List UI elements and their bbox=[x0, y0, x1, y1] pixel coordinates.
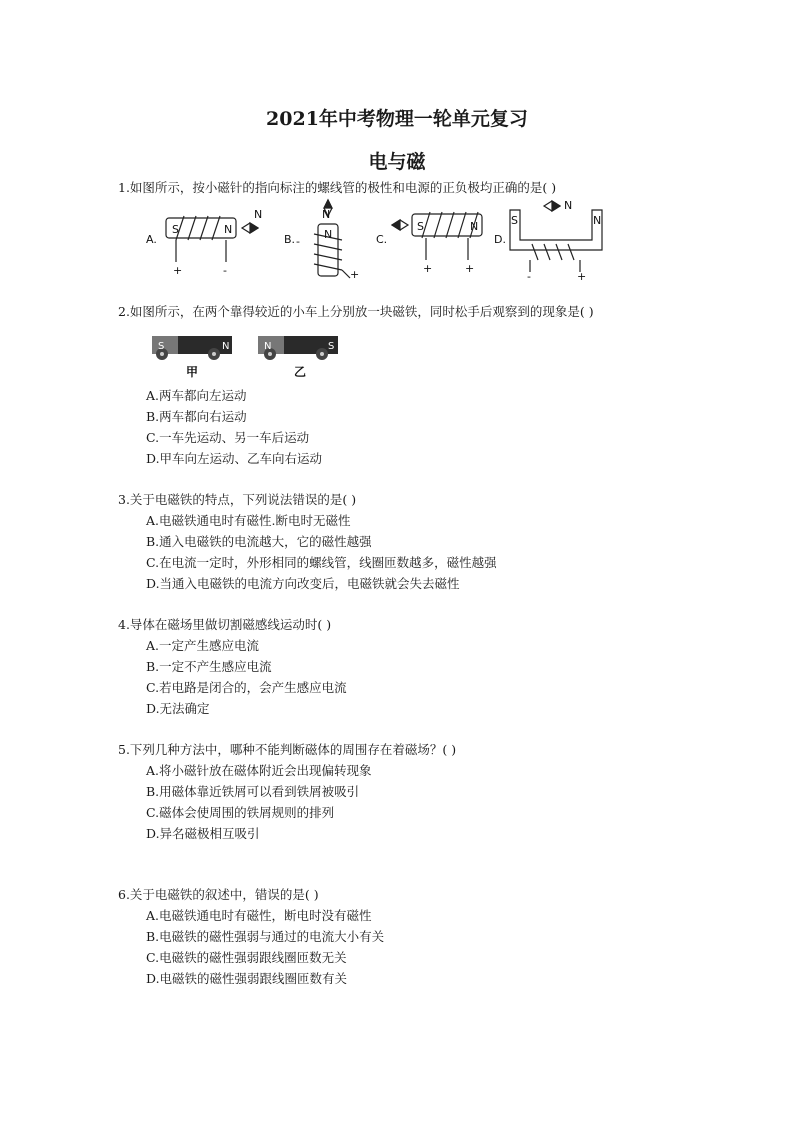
question-5-stem: 5.下列几种方法中，哪种不能判断磁体的周围存在着磁场？( ) bbox=[118, 742, 457, 757]
page-title: 2021年中考物理一轮单元复习 bbox=[266, 108, 528, 130]
question-6-option-c: C.电磁铁的磁性强弱跟线圈匝数无关 bbox=[146, 950, 347, 965]
question-1-stem: 1.如图所示，按小磁针的指向标注的螺线管的极性和电源的正负极均正确的是( ) bbox=[118, 180, 557, 195]
question-4-stem: 4.导体在磁场里做切割磁感线运动时( ) bbox=[118, 617, 332, 632]
question-3-option-c: C.在电流一定时，外形相同的螺线管，线圈匝数越多，磁性越强 bbox=[146, 555, 497, 570]
question-6-option-a: A.电磁铁通电时有磁性，断电时没有磁性 bbox=[146, 908, 372, 923]
figure-a-compass bbox=[242, 223, 258, 233]
figure-d-label: D. bbox=[494, 233, 506, 246]
figure-a-right-terminal: - bbox=[223, 264, 227, 277]
figure-b-top-pole: N bbox=[324, 228, 333, 241]
figure-d-compass bbox=[544, 201, 560, 211]
figure-d-compass-pole: N bbox=[564, 199, 573, 212]
question-3-stem: 3.关于电磁铁的特点，下列说法错误的是( ) bbox=[118, 492, 357, 507]
figure-b-compass-pole: N bbox=[322, 208, 331, 221]
figure-a-label: A. bbox=[146, 233, 157, 246]
figure-a-left-pole: S bbox=[172, 223, 179, 236]
figure-d-right-terminal: + bbox=[577, 270, 587, 280]
question-3-option-a: A.电磁铁通电时有磁性.断电时无磁性 bbox=[146, 513, 351, 528]
question-6-option-b: B.电磁铁的磁性强弱与通过的电流大小有关 bbox=[146, 929, 385, 944]
cart-yi-left-pole: N bbox=[264, 341, 272, 352]
question-2-option-a: A.两车都向左运动 bbox=[146, 388, 247, 403]
figure-d-left-terminal: - bbox=[527, 270, 531, 280]
figure-a-compass-pole: N bbox=[254, 208, 263, 221]
figure-c-compass bbox=[392, 220, 408, 230]
question-5-option-b: B.用磁体靠近铁屑可以看到铁屑被吸引 bbox=[146, 784, 360, 799]
figure-c-right-terminal: + bbox=[465, 262, 475, 275]
cart-jia-left-pole: S bbox=[158, 341, 165, 352]
question-2-figure bbox=[146, 326, 346, 380]
figure-d-left-pole: S bbox=[511, 214, 518, 227]
cart-jia-right-pole: N bbox=[222, 341, 230, 352]
figure-b-left-terminal: - bbox=[296, 235, 300, 248]
question-4-option-c: C.若电路是闭合的，会产生感应电流 bbox=[146, 680, 347, 695]
figure-b-right-terminal: + bbox=[350, 268, 360, 280]
question-2-option-d: D.甲车向左运动、乙车向右运动 bbox=[146, 451, 323, 466]
figure-d-u-magnet bbox=[510, 210, 602, 272]
question-3-option-b: B.通入电磁铁的电流越大，它的磁性越强 bbox=[146, 534, 372, 549]
figure-c-label: C. bbox=[376, 233, 388, 246]
cart-yi-label: 乙 bbox=[294, 365, 307, 379]
question-4-option-a: A.一定产生感应电流 bbox=[146, 638, 260, 653]
question-4-option-b: B.一定不产生感应电流 bbox=[146, 659, 272, 674]
figure-d-right-pole: N bbox=[593, 214, 602, 227]
question-3-option-d: D.当通入电磁铁的电流方向改变后，电磁铁就会失去磁性 bbox=[146, 576, 460, 591]
figure-a-left-terminal: + bbox=[173, 264, 183, 277]
question-6-stem: 6.关于电磁铁的叙述中，错误的是( ) bbox=[118, 887, 319, 902]
question-5-option-c: C.磁体会使周围的铁屑规则的排列 bbox=[146, 805, 335, 820]
figure-a-right-pole: N bbox=[224, 223, 233, 236]
cart-jia-label: 甲 bbox=[186, 365, 199, 379]
question-4-option-d: D.无法确定 bbox=[146, 701, 210, 716]
question-5-option-a: A.将小磁针放在磁体附近会出现偏转现象 bbox=[146, 763, 372, 778]
question-2-option-c: C.一车先运动、另一车后运动 bbox=[146, 430, 310, 445]
figure-c-left-terminal: + bbox=[423, 262, 433, 275]
question-1-figure bbox=[140, 198, 610, 280]
figure-c-left-pole: S bbox=[417, 220, 424, 233]
question-6-option-d: D.电磁铁的磁性强弱跟线圈匝数有关 bbox=[146, 971, 348, 986]
question-5-option-d: D.异名磁极相互吸引 bbox=[146, 826, 260, 841]
cart-yi-right-pole: S bbox=[328, 341, 335, 352]
page-subtitle: 电与磁 bbox=[368, 151, 426, 173]
question-2-stem: 2.如图所示，在两个靠得较近的小车上分别放一块磁铁，同时松手后观察到的现象是( ) bbox=[118, 304, 594, 319]
figure-c-right-pole: N bbox=[470, 220, 479, 233]
question-2-option-b: B.两车都向右运动 bbox=[146, 409, 247, 424]
figure-b-label: B. bbox=[284, 233, 296, 246]
